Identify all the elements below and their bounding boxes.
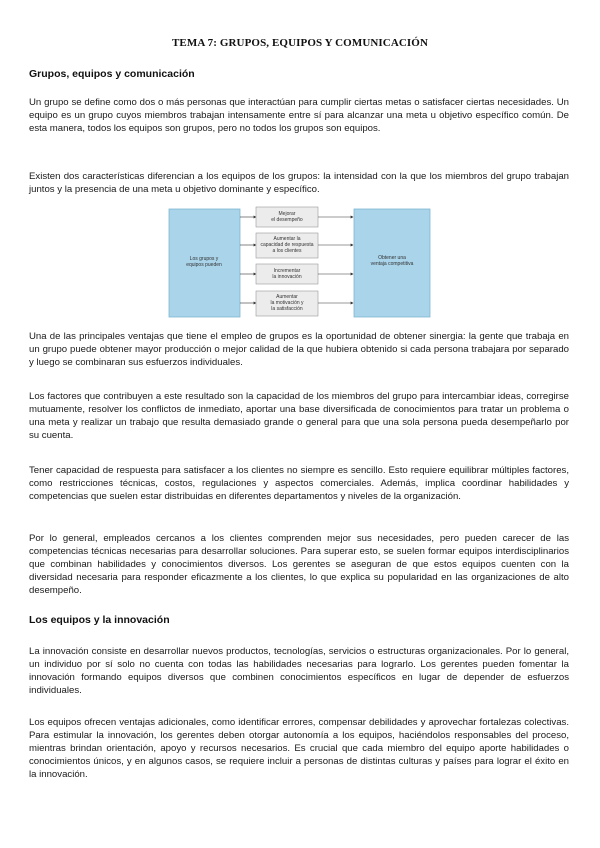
diagram-box1-line2: el desempeño <box>271 217 303 223</box>
diagram-box3-line1: Incrementar <box>273 268 301 274</box>
paragraph-group-definition: Un grupo se define como dos o más personas que interactúan para cumplir ciertas metas o satisfacer ciertas necesidades. Un equipo es un grupo cuyos miembros trabajan intensamente entre sí para alcanzar una meta u objetivo específico común. De esta manera, todos los equipos son grupos, pero no todos los grupos son equipos. <box>29 97 569 134</box>
groups-teams-diagram <box>168 205 432 322</box>
paragraph-synergy: Una de las principales ventajas que tiene el empleo de grupos es la oportunidad de obtener sinergia: la gente que trabaja en un grupo puede obtener mayor producción o mejor calidad de la que hubiera obtenido si cada persona trabajara por separado y luego se combinaran sus esfuerzos individuales. <box>29 331 569 368</box>
paragraph-characteristics: Existen dos características diferencian a los equipos de los grupos: la intensidad con la que los miembros del grupo trabajan juntos y la presencia de una meta u objetivo dominante y específico. <box>29 171 569 195</box>
diagram-right-text-1: Obtener una <box>378 255 406 261</box>
diagram-box2-line1: Aumentar la <box>273 236 301 242</box>
paragraph-innovation: La innovación consiste en desarrollar nuevos productos, tecnologías, servicios o estructuras organizacionales. Por lo general, un individuo por sí solo no cuenta con todas las habilidades necesarias para lograrlo. Los gerentes pueden fomentar la innovación formando equipos diversos que combinen conocimientos específicos en lugar de depender de esfuerzos individuales. <box>29 646 569 696</box>
paragraph-employees: Por lo general, empleados cercanos a los clientes comprenden mejor sus necesidades, pero pueden carecer de las competencias técnicas necesarias para desarrollar soluciones. Para superar esto, se suelen formar equipos interdisciplinarios que combinan habilidades y conocimientos diversos. Los gerentes se aseguran de que estos equipos cuenten con la diversidad necesaria para responder eficazmente a los clientes, lo que explica su popularidad en las organizaciones de alto desempeño. <box>29 533 569 596</box>
section-heading-groups: Grupos, equipos y comunicación <box>29 68 195 80</box>
paragraph-factors: Los factores que contribuyen a este resultado son la capacidad de los miembros del grupo para intercambiar ideas, corregirse mutuamente, resolver los conflictos de inmediato, aportar una base diversificada de conocimientos para tratar un problema o una meta y realizar un trabajo que resulta demasiado grande o general para que una sola persona pueda desempeñarlo por su cuenta. <box>29 391 569 441</box>
diagram-box2-line2: capacidad de respuesta <box>260 242 314 248</box>
diagram-box2-line3: a los clientes <box>272 248 302 254</box>
section-heading-innovation: Los equipos y la innovación <box>29 614 170 626</box>
diagram-box1-line1: Mejorar <box>278 211 296 217</box>
diagram-right-text-2: ventaja competitiva <box>370 261 414 267</box>
diagram-box4-line1: Aumentar <box>276 294 298 300</box>
paragraph-team-advantages: Los equipos ofrecen ventajas adicionales, como identificar errores, compensar debilidades y aprovechar fortalezas colectivas. Para estimular la innovación, los gerentes deben otorgar autonomía a los equipos, haciéndolos responsables del proceso, mientras brindan orientación, apoyo y recursos necesarios. Es crucial que cada miembro del equipo aporte habilidades o conocimientos únicos, y en algunos casos, se requiere incluir a personas de distintas culturas y países para lograr el éxito en la innovación. <box>29 717 569 780</box>
diagram-box4-line3: la satisfacción <box>271 306 303 312</box>
diagram-box3-line2: la innovación <box>272 274 302 280</box>
page-title: TEMA 7: GRUPOS, EQUIPOS Y COMUNICACIÓN <box>172 37 428 49</box>
diagram-box4-line2: la motivación y <box>270 300 304 306</box>
diagram-left-text-1: Los grupos y <box>189 256 219 262</box>
diagram-left-text-2: equipos pueden <box>186 262 222 268</box>
paragraph-responsiveness: Tener capacidad de respuesta para satisfacer a los clientes no siempre es sencillo. Esto requiere equilibrar múltiples factores, como restricciones técnicas, costos, regulaciones y aspectos comerciales. Además, implica coordinar habilidades y competencias que suelen estar distribuidas en diferentes departamentos y niveles de la organización. <box>29 465 569 502</box>
